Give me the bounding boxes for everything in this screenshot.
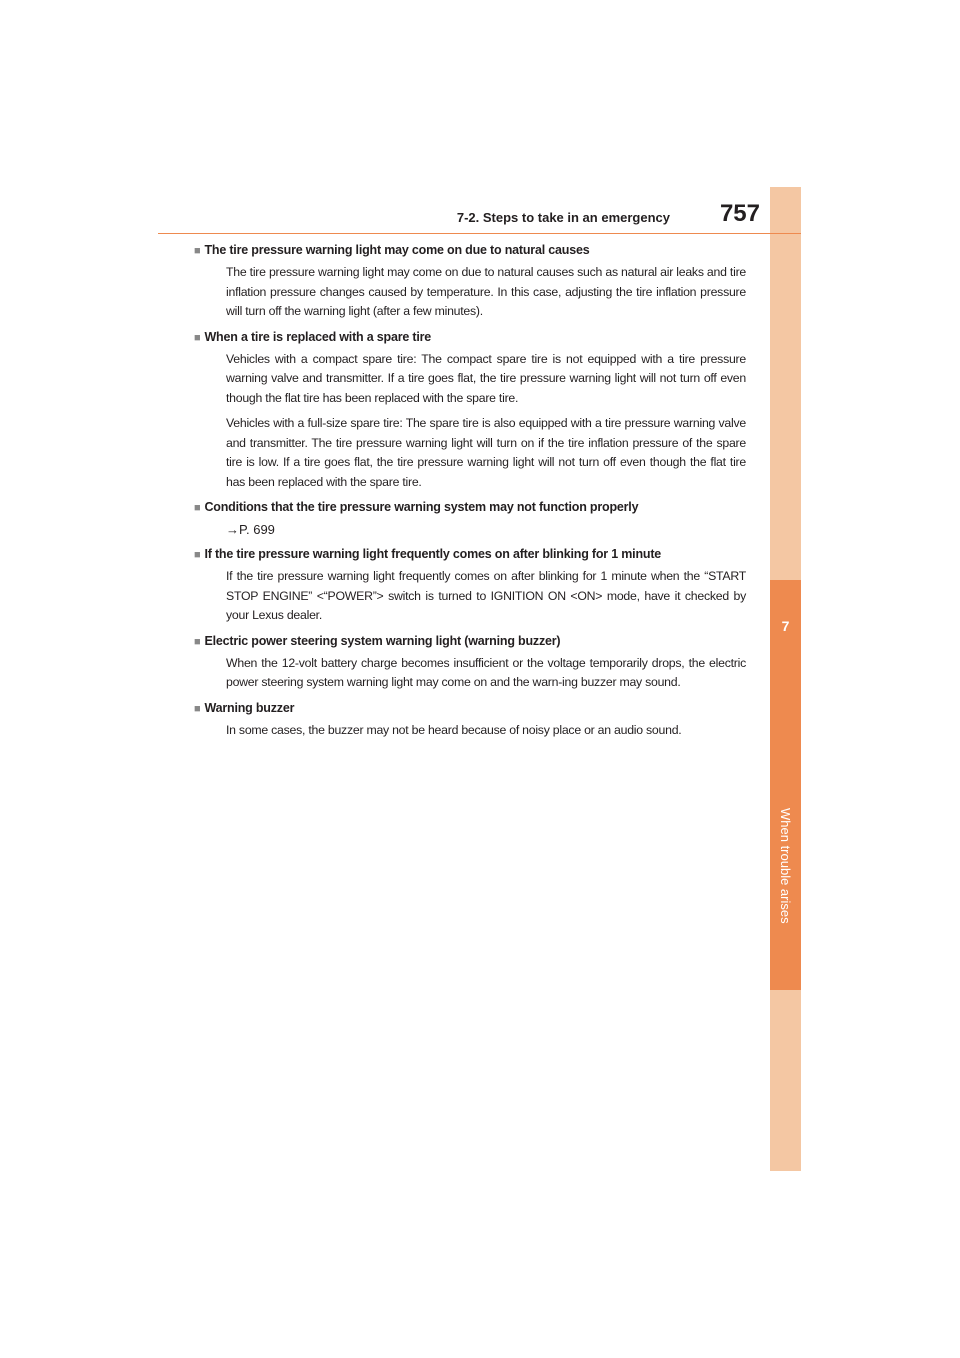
item-paragraph: The tire pressure warning light may come on due to natural causes such as natural air leaks and tire inflation pressure changes caused by temperature. In this case, adjusting the tire inflation pressure will turn off the warning light (after a few minutes). — [226, 265, 746, 318]
list-item — [194, 700, 746, 741]
section-title: 7-2. Steps to take in an emergency — [456, 210, 670, 225]
item-heading: ■ Conditions that the tire pressure warning system may not function properly — [194, 500, 639, 514]
header-rule — [158, 233, 801, 234]
list-item — [194, 633, 746, 693]
page-number: 757 — [719, 200, 760, 227]
list-item — [194, 500, 746, 539]
list-item — [194, 243, 746, 322]
chapter-title: When trouble arises — [778, 808, 793, 924]
square-bullet-icon: ■ — [194, 702, 201, 715]
item-paragraph: When the 12-volt battery charge becomes insufficient or the voltage temporarily drops, the electric power steering system warning light may come on and the warn-ing buzzer may sound. — [226, 655, 746, 689]
page-content — [194, 243, 746, 748]
square-bullet-icon: ■ — [194, 502, 201, 514]
page-reference: →P. 699 — [226, 522, 275, 537]
item-paragraph: Vehicles with a full-size spare tire: The spare tire is also equipped with a tire pressure warning valve and transmitter. The tire pressure warning light will turn on if the tire inflation pressure of the spare tire is low. If a tire goes flat, the tire pressure warning light will not turn off even though the flat tire has been replaced with the spare tire. — [226, 416, 746, 489]
item-heading: ■ Warning buzzer — [194, 700, 295, 715]
item-paragraph: Vehicles with a compact spare tire: The compact spare tire is not equipped with a tire pressure warning valve and transmitter. If a tire goes flat, the tire pressure warning light will not turn off even though the flat tire has been replaced with the spare tire. — [226, 351, 746, 405]
item-paragraph: In some cases, the buzzer may not be heard because of noisy place or an audio sound. — [226, 722, 682, 737]
chapter-number: 7 — [781, 618, 790, 634]
square-bullet-icon: ■ — [194, 245, 201, 257]
list-item — [194, 547, 746, 626]
item-heading: ■ The tire pressure warning light may come on due to natural causes — [194, 243, 590, 257]
square-bullet-icon: ■ — [194, 635, 201, 648]
square-bullet-icon: ■ — [194, 331, 201, 344]
item-heading: ■ If the tire pressure warning light frequently comes on after blinking for 1 minute — [194, 547, 662, 561]
item-paragraph: If the tire pressure warning light frequently comes on after blinking for 1 minute when the “START STOP ENGINE” <“POWER”> switch is turned to IGNITION ON <ON> mode, have it checked by your Lexus dealer. — [226, 569, 746, 622]
item-heading: ■ Electric power steering system warning light (warning buzzer) — [194, 633, 561, 648]
square-bullet-icon: ■ — [194, 549, 201, 561]
item-heading: ■ When a tire is replaced with a spare tire — [194, 329, 432, 344]
list-item — [194, 329, 746, 493]
